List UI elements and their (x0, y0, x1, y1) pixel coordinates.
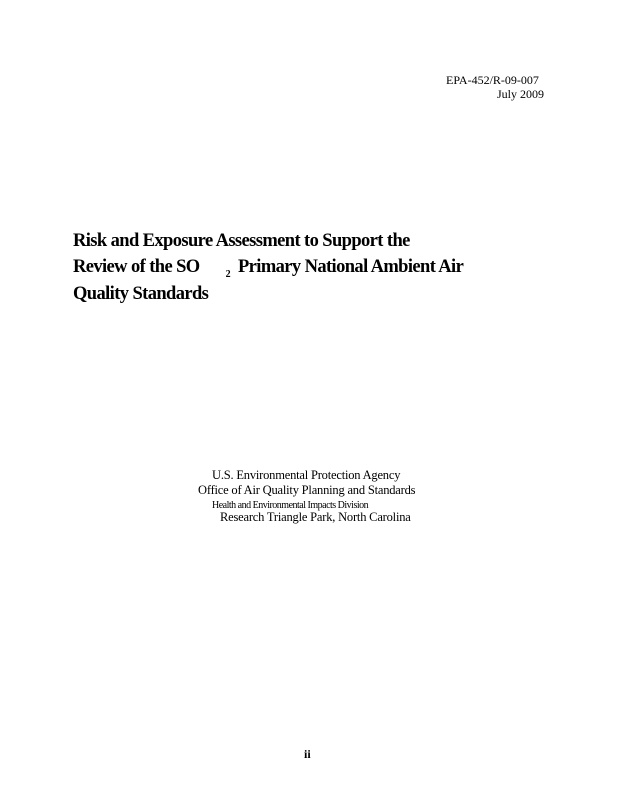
title-subscript: 2 (225, 268, 230, 280)
title-line-2-prefix: Review of the SO (73, 256, 200, 277)
title-line-2 (73, 255, 543, 283)
document-number: EPA-452/R-09-007 (446, 73, 539, 87)
agency-office: Office of Air Quality Planning and Standards (198, 483, 416, 497)
page-number: ii (304, 747, 311, 761)
document-title (73, 229, 543, 308)
title-line-3: Quality Standards (73, 284, 209, 304)
agency-division: Health and Environmental Impacts Division (212, 500, 369, 511)
agency-location: Research Triangle Park, North Carolina (220, 510, 411, 524)
agency-name: U.S. Environmental Protection Agency (212, 468, 401, 482)
document-date: July 2009 (497, 87, 545, 101)
title-line-2-suffix: Primary National Ambient Air (237, 256, 464, 277)
title-line-1: Risk and Exposure Assessment to Support the (73, 231, 410, 251)
